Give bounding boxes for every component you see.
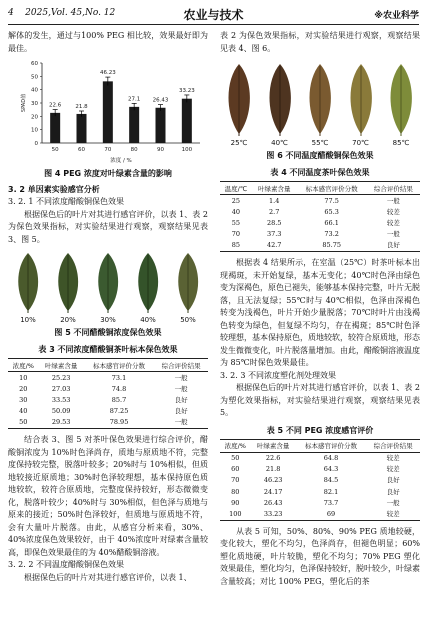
table-header: 综合评价结果 [154,359,208,372]
table-row [220,195,420,207]
leaf-icon [52,251,84,315]
page-header [8,6,419,25]
table-row [220,486,420,497]
cell: 64.8 [323,454,339,463]
subsection-heading: 3. 2. 3 不同浓度塑化剂处理效果 [220,370,336,380]
cell: 一般 [386,498,400,507]
cell: 65.3 [324,207,339,216]
cell: 22.6 [265,454,281,463]
cell: 24.17 [263,487,283,496]
y-tick-label: 0 [34,141,38,147]
table4-caption: 表 4 不同温度茶叶保色效果 [270,168,370,177]
cell: 良好 [367,240,420,252]
leaf-icon [172,251,204,315]
data-label: 26.43 [152,97,169,104]
data-label: 27.1 [128,96,141,103]
cell: 33.23 [251,509,296,521]
leaf-label: 50% [180,316,196,324]
leaf-label: 55℃ [311,139,329,147]
cell: 20 [19,384,28,393]
cell: 一般 [174,373,188,382]
cell: 73.2 [324,230,339,239]
table-row [220,509,420,521]
cell: 70 [231,476,240,485]
cell: 42.7 [252,240,297,252]
table3-caption: 表 3 不同浓度醋酸铜茶叶标本保色效果 [38,345,178,354]
x-tick-label: 70 [104,147,112,153]
fig5-image [12,250,204,324]
table-row [220,240,420,252]
table5 [220,439,420,521]
left-column [8,30,208,584]
bar [76,114,86,143]
table-row [220,475,420,486]
table-header: 浓度/% [220,439,251,452]
cell: 100 [220,509,251,521]
cell: 55 [231,218,241,227]
cell: 10 [19,373,28,382]
section-label: ※农业科学 [374,11,419,21]
leaf-sample [222,62,256,147]
cell: 73.1 [111,373,127,382]
x-tick-label: 90 [157,147,164,153]
leaf-label: 70℃ [352,139,369,147]
table-header: 浓度/% [8,359,39,372]
leaf-sample [132,251,164,324]
data-label: 22.6 [49,102,62,109]
paragraph: 结合表 3、图 5 对茶叶保色效果进行综合评价，醋酸铜浓度为 10%时色泽尚存，质地与原质地不符，完整度保持较完整，脱落叶较多；20%时与 10%相似，但质地较接近原质地；30%时色泽较理想，基本保持原色质地较软，较符合原质地，完整度保持较好，形态微微变化，脱落叶较少；40%时与 30%相似，但色泽与质地与原来的接近；50%时色泽较好，但质地与原质地不符，会有大量叶片脱落。由此，从感官分析来看，30%、40%浓度保色效果较好，由于 40%浓度叶对绿素含量较高，即保色效果最佳的为 40%醋酸铜溶液。 [8,435,208,557]
table-row [220,464,420,475]
cell: 21.8 [265,465,281,474]
cell: 78.95 [84,417,155,429]
table-row [8,372,208,384]
cell: 良好 [386,476,400,485]
bar [182,99,192,143]
y-tick-label: 40 [31,87,38,94]
leaf-icon [12,251,44,315]
cell: 84.5 [323,476,339,485]
cell: 74.8 [111,384,127,393]
cell: 一般 [386,230,400,239]
cell: 良好 [174,407,188,416]
table-row [220,229,420,240]
cell: 82.1 [323,487,339,496]
y-axis-label: SPAD值 [21,93,27,113]
leaf-label: 40% [140,316,156,324]
leaf-label: 25℃ [230,139,248,147]
leaf-sample [303,62,337,147]
leaf-sample [12,251,44,324]
leaf-sample [263,62,297,147]
table-row [220,217,420,228]
cell: 37.3 [266,230,282,239]
cell: 87.25 [109,407,129,416]
paragraph: 从表 5 可知，50%、80%、90% PEG 质地较硬，变化较大，塑化不均匀，色泽尚存，但褪色明显；60%塑化质地硬，叶片较脆，塑化不均匀；70% PEG 塑化效果最佳，塑化均匀，色泽保持较好，脱叶较少，叶绿素含量较高；对比 100% PEG，塑化后的茶 [220,526,420,586]
table-row [8,417,208,429]
table-header: 标本感官评价分数 [84,359,155,372]
paragraph: 根据保色后的叶片对其进行感官评价，以表 1、表 2 为保色效果指标，对实验结果进行观察，观察结果见表 3、图 5。 [8,209,208,244]
leaf-icon [303,62,337,138]
cell: 40 [19,407,28,416]
bar [103,81,113,143]
table-header: 标本感官评价分数 [297,182,367,195]
x-tick-label: 80 [130,147,138,153]
cell: 26.43 [263,498,283,507]
leaf-icon [222,62,256,138]
cell: 良好 [174,395,188,404]
cell: 66.1 [324,218,339,227]
fig4-bar-chart [8,57,208,165]
cell: 90 [231,498,240,507]
cell: 77.5 [324,196,339,205]
cell: 一般 [154,417,208,429]
table-header: 温度/℃ [220,182,252,195]
subsection-heading: 3. 2. 1 不同浓度醋酸铜保色效果 [8,197,124,206]
cell: 28.5 [266,218,282,227]
leaf-label: 10% [20,316,36,324]
table-header: 叶绿素含量 [39,359,84,372]
cell: 较差 [366,509,420,521]
table-row [8,394,208,405]
y-tick-label: 30 [31,101,38,107]
cell: 50.09 [51,407,71,416]
table-row [220,206,420,217]
y-tick-label: 20 [31,114,38,121]
x-tick-label: 50 [51,147,59,153]
table-row [220,452,420,464]
leaf-icon [344,62,378,138]
fig6-caption: 图 6 不同温度醋酸铜保色效果 [266,151,374,160]
cell: 85.75 [297,240,367,252]
cell: 27.03 [51,384,71,393]
cell: 60 [231,465,240,474]
leaf-sample [344,62,378,147]
table-row [220,497,420,508]
cell: 40 [231,207,241,216]
cell: 较差 [386,218,400,227]
leaf-icon [263,62,297,138]
leaf-icon [384,62,418,138]
table3 [8,358,208,429]
data-label: 33.23 [178,87,195,94]
cell: 较差 [386,207,400,216]
cell: 85 [220,240,252,252]
paragraph: 表 2 为保色效果指标，对实验结果进行观察，观察结果见表 4、图 6。 [220,31,420,53]
table-row [8,383,208,394]
cell: 30 [19,395,28,404]
journal-issue: 4 2025,Vol. 45,No. 12 [8,8,116,18]
paragraph: 根据保色后的叶片对其进行感官评价，以表 1、 [24,572,192,582]
cell: 2.7 [269,207,280,216]
x-axis-label: 浓度 / % [110,158,132,164]
leaf-icon [92,251,124,315]
table-header: 综合评价结果 [367,182,420,195]
fig4-caption: 图 4 PEG 浓度对叶绿素含量的影响 [44,169,172,178]
leaf-label: 85℃ [392,139,410,147]
bar [155,108,165,143]
table-header: 叶绿素含量 [251,439,296,452]
cell: 较差 [386,465,400,474]
cell: 25 [231,196,241,205]
cell: 一般 [174,384,188,393]
leaf-icon [132,251,164,315]
cell: 25.23 [51,373,71,382]
y-tick-label: 60 [31,61,38,67]
table-row [8,406,208,417]
cell: 良好 [386,487,400,496]
leaf-sample [52,251,84,324]
cell: 70 [231,230,241,239]
x-tick-label: 100 [181,147,193,153]
subsection-heading: 3. 2. 2 不同温度醋酸铜保色效果 [8,560,124,570]
leaf-sample [92,251,124,324]
y-tick-label: 50 [31,74,38,81]
table4 [220,181,420,252]
leaf-label: 40℃ [271,139,288,147]
x-tick-label: 60 [78,147,85,153]
leaf-label: 30% [100,316,116,324]
table-header: 叶绿素含量 [252,182,297,195]
cell: 73.7 [323,498,339,507]
y-tick-label: 10 [31,127,38,134]
fig6-image [222,59,418,147]
journal-title: 农业与技术 [183,8,244,22]
data-label: 21.8 [75,104,88,110]
cell: 80 [231,487,240,496]
data-label: 46.23 [99,70,116,77]
table5-caption: 表 5 不同 PEG 浓度感官评价 [266,425,374,435]
cell: 64.3 [323,465,339,474]
cell: 33.53 [51,395,71,404]
cell: 46.23 [263,476,283,485]
cell: 较差 [386,454,400,463]
table-header: 标本感官评价分数 [296,439,367,452]
right-column [220,30,420,588]
cell: 50 [8,417,39,429]
cell: 50 [231,454,240,463]
paragraph: 解体的发生，通过与100% PEG 相比较，效果最好即为最佳。 [8,31,208,53]
cell: 29.53 [39,417,84,429]
bar [129,107,139,143]
leaf-sample [384,62,418,147]
cell: 85.7 [111,395,127,404]
fig5-caption: 图 5 不同醋酸铜浓度保色效果 [54,328,162,337]
cell: 一般 [386,196,400,205]
section-heading: 3. 2 单因素实验感官分析 [8,185,100,194]
cell: 69 [296,509,367,521]
leaf-label: 20% [60,316,76,324]
table-header: 综合评价结果 [366,439,420,452]
leaf-sample [172,251,204,324]
paragraph: 根据保色后的叶片对其进行感官评价，以表 1、表 2 为塑化效果指标，对实验结果进行观察，观察结果见表 5。 [220,383,420,418]
bar [50,113,60,143]
paragraph: 根据表 4 结果所示，在室温（25℃）时茶叶标本出现褐斑，未开始复绿，基本无变化；40℃时色泽由绿色变为深褐色，原色已褪失，能够基本保持完整，叶片无脱落，且无法复绿；55℃时与 40℃相似，色泽由深褐色转变为浅褐色，叶片开始少量脱落；70℃时叶片由浅褐色转变为绿色，但复绿不均匀，存在褐斑；85℃时色泽较理想，基本保持原色，质地较软，较符合原质地，形态发生微微变化，叶片脱落量增加。由此，醋酸铜溶液温度为 85℃时保色效果最佳。 [220,258,420,368]
cell: 1.4 [269,196,280,205]
